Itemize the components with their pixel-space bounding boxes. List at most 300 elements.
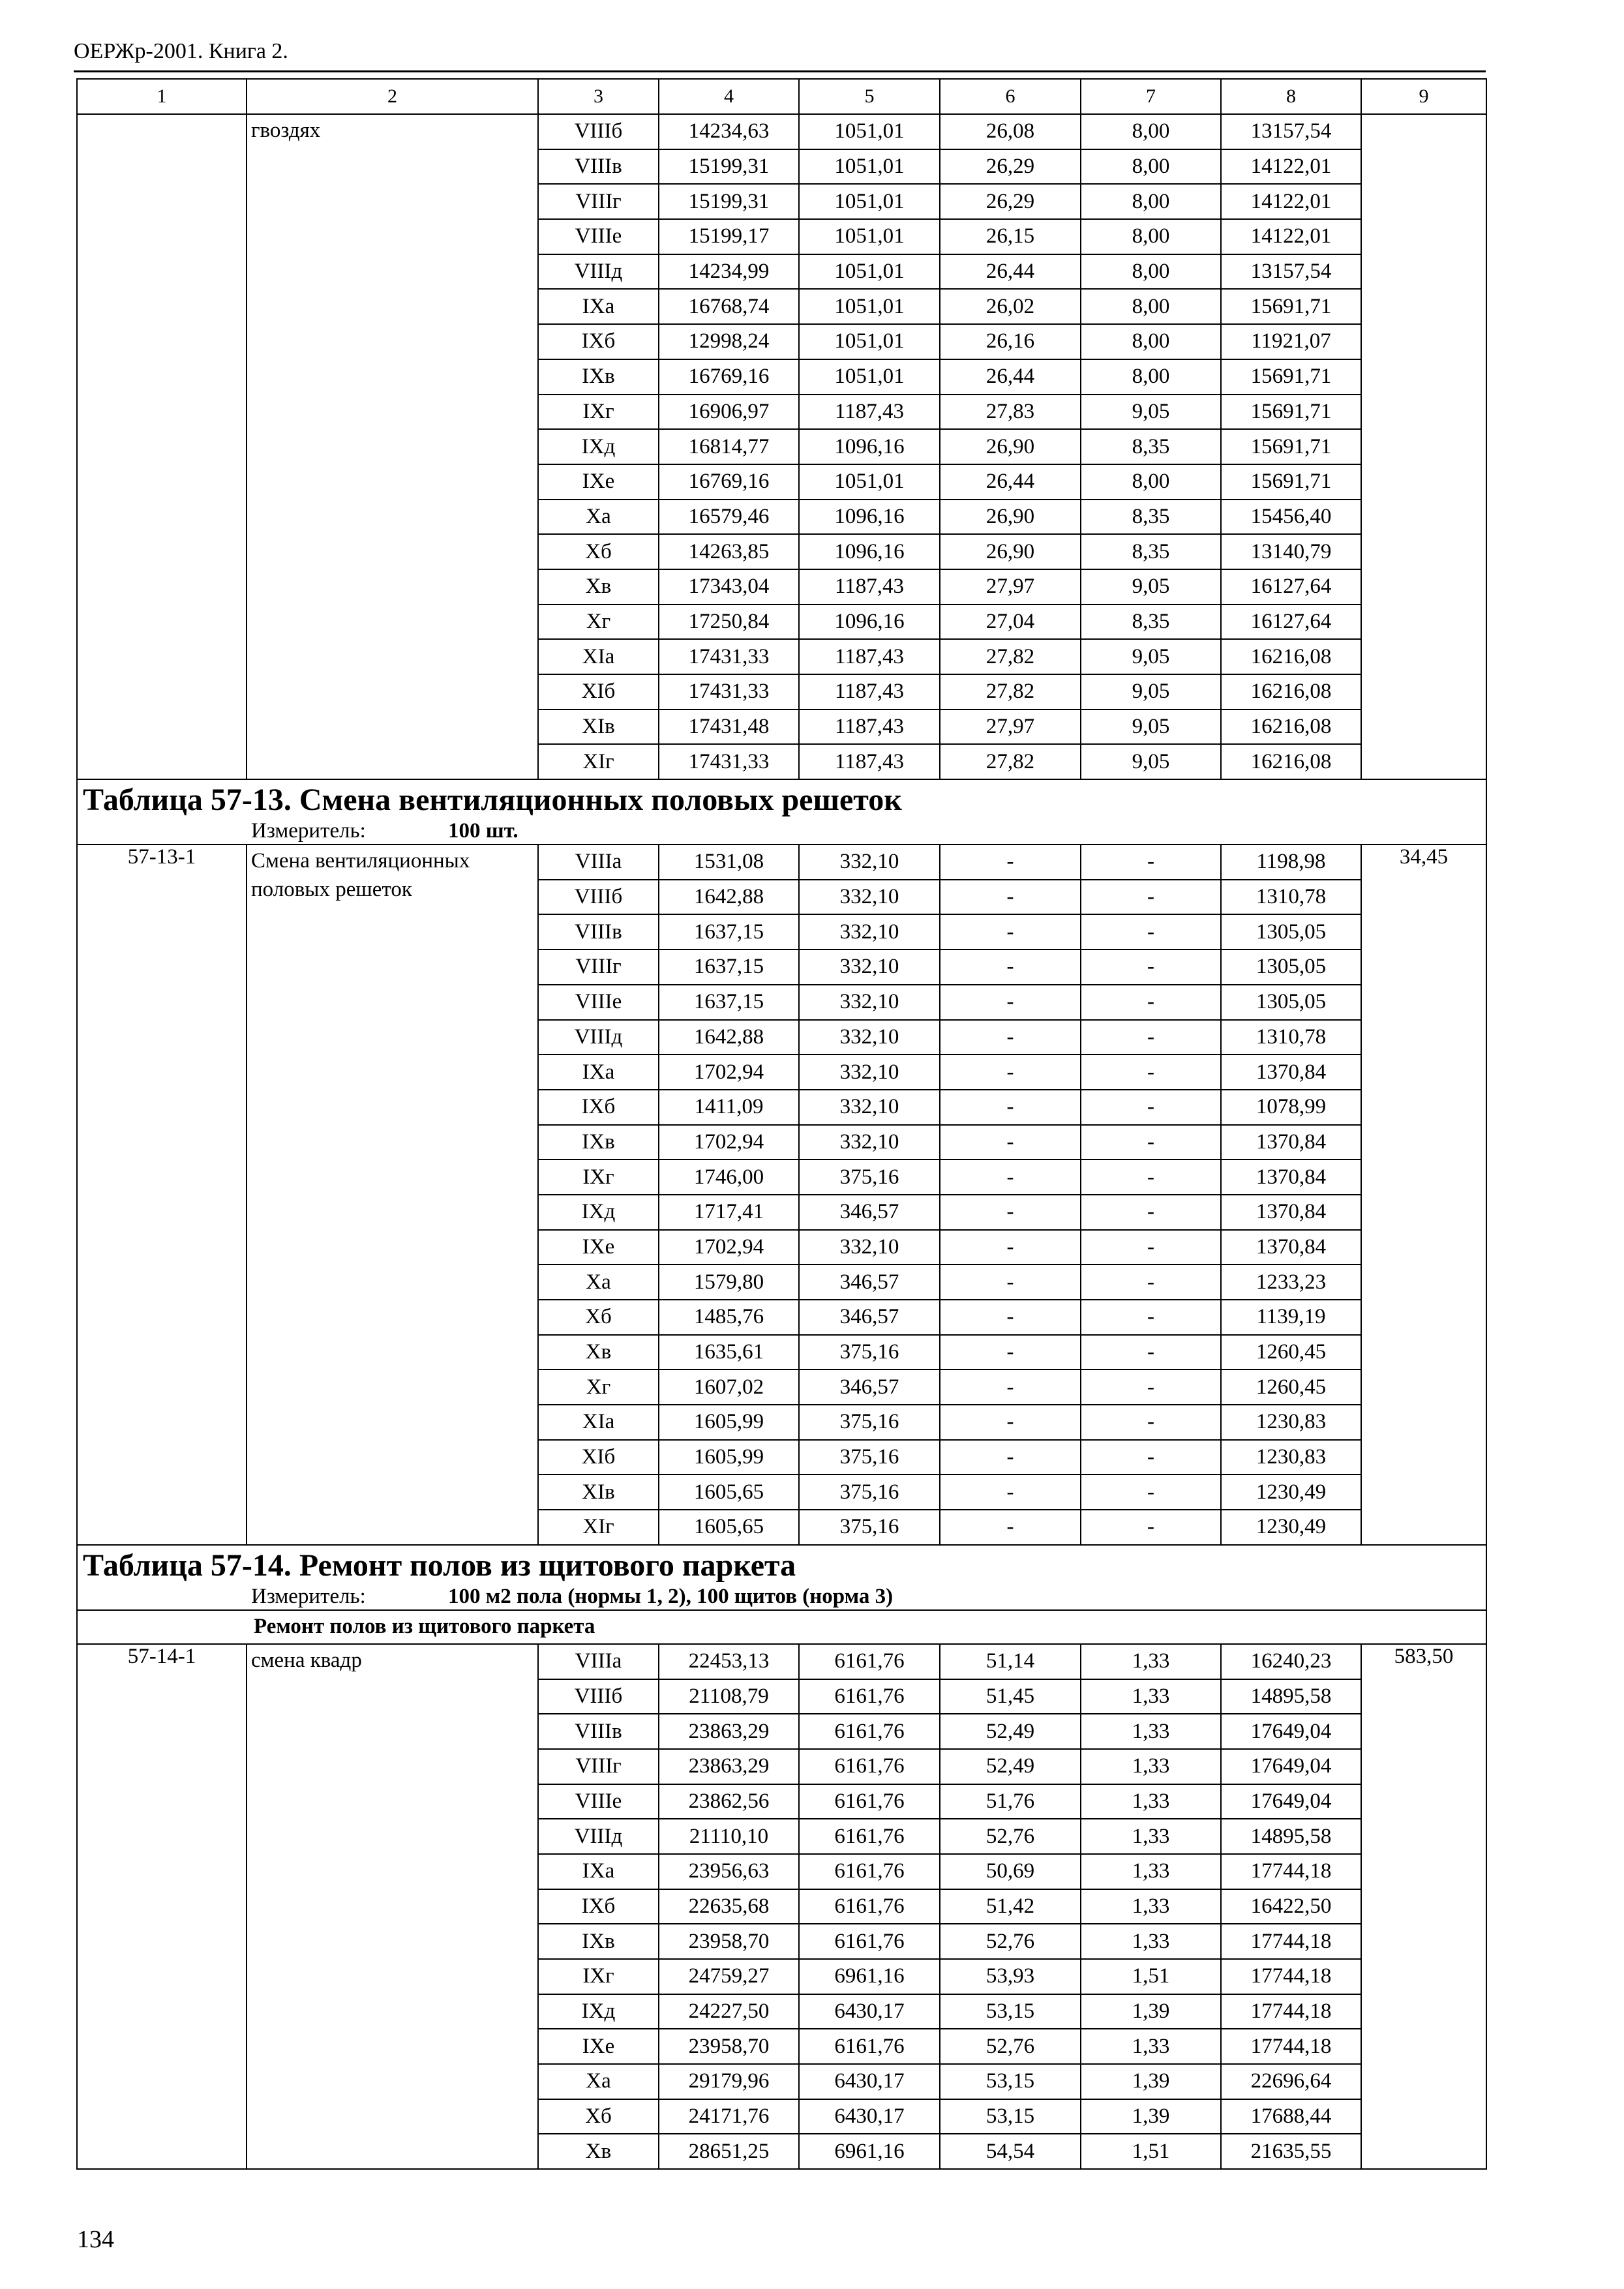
col-index: Xв: [538, 2134, 659, 2169]
col-materials: 14895,58: [1221, 1679, 1361, 1714]
col-index: IXе: [538, 1230, 659, 1265]
norm-code: 57-13-1: [77, 845, 247, 1545]
col-cost-total: 16768,74: [659, 289, 799, 324]
col-wages: 6161,76: [799, 1819, 940, 1854]
column-number: 6: [940, 79, 1081, 114]
col-drivers-wages: -: [1081, 845, 1221, 880]
col-wages: 332,10: [799, 1020, 940, 1055]
table-row: [77, 845, 1486, 880]
column-number: 4: [659, 79, 799, 114]
norm-name: Смена вентиляционных половых решеток: [247, 845, 538, 1545]
col-drivers-wages: 1,33: [1081, 1889, 1221, 1924]
col-index: IXа: [538, 289, 659, 324]
col-materials: 13157,54: [1221, 254, 1361, 290]
col-machines: -: [940, 985, 1081, 1020]
col-materials: 17744,18: [1221, 2029, 1361, 2064]
col-machines: -: [940, 1055, 1081, 1090]
col-machines: 53,93: [940, 1959, 1081, 1994]
col-cost-total: 1605,99: [659, 1405, 799, 1440]
col-index: VIIIв: [538, 914, 659, 950]
col-cost-total: 23862,56: [659, 1784, 799, 1819]
col-materials: 1370,84: [1221, 1055, 1361, 1090]
col-index: VIIIд: [538, 1020, 659, 1055]
col-wages: 375,16: [799, 1474, 940, 1510]
col-labor: 583,50: [1361, 1644, 1486, 2169]
col-machines: -: [940, 880, 1081, 915]
col-cost-total: 29179,96: [659, 2064, 799, 2099]
col-wages: 1187,43: [799, 569, 940, 605]
col-cost-total: 16769,16: [659, 359, 799, 395]
col-materials: 17688,44: [1221, 2099, 1361, 2134]
col-drivers-wages: -: [1081, 1020, 1221, 1055]
col-wages: 6430,17: [799, 2064, 940, 2099]
col-materials: 17744,18: [1221, 1854, 1361, 1889]
col-drivers-wages: 8,00: [1081, 289, 1221, 324]
col-index: IXе: [538, 2029, 659, 2064]
col-materials: 1260,45: [1221, 1369, 1361, 1405]
col-wages: 332,10: [799, 1125, 940, 1160]
col-machines: 52,49: [940, 1714, 1081, 1749]
col-cost-total: 1605,65: [659, 1510, 799, 1545]
col-cost-total: 16769,16: [659, 464, 799, 500]
col-drivers-wages: -: [1081, 985, 1221, 1020]
col-materials: 1370,84: [1221, 1230, 1361, 1265]
col-drivers-wages: -: [1081, 950, 1221, 985]
section-title: Таблица 57-13. Смена вентиляционных половых решеток: [83, 783, 902, 818]
col-machines: -: [940, 1125, 1081, 1160]
col-drivers-wages: 9,05: [1081, 395, 1221, 430]
col-materials: 15691,71: [1221, 289, 1361, 324]
col-cost-total: 1702,94: [659, 1230, 799, 1265]
col-index: VIIIе: [538, 1784, 659, 1819]
col-drivers-wages: 8,00: [1081, 114, 1221, 149]
col-index: IXг: [538, 1959, 659, 1994]
column-number: 8: [1221, 79, 1361, 114]
col-drivers-wages: -: [1081, 1369, 1221, 1405]
col-index: IXг: [538, 395, 659, 430]
col-machines: 26,29: [940, 149, 1081, 185]
col-cost-total: 1717,41: [659, 1195, 799, 1230]
section-header: [77, 1545, 1486, 1610]
col-materials: 16216,08: [1221, 710, 1361, 745]
col-wages: 1187,43: [799, 395, 940, 430]
col-index: XIг: [538, 1510, 659, 1545]
col-wages: 332,10: [799, 1055, 940, 1090]
col-drivers-wages: 9,05: [1081, 569, 1221, 605]
col-materials: 17744,18: [1221, 1924, 1361, 1959]
col-index: XIв: [538, 1474, 659, 1510]
col-machines: -: [940, 950, 1081, 985]
col-index: IXб: [538, 324, 659, 359]
col-drivers-wages: 8,35: [1081, 605, 1221, 640]
col-index: VIIIб: [538, 1679, 659, 1714]
col-materials: 15691,71: [1221, 395, 1361, 430]
col-machines: 27,82: [940, 674, 1081, 710]
col-materials: 22696,64: [1221, 2064, 1361, 2099]
col-index: IXд: [538, 429, 659, 464]
col-drivers-wages: -: [1081, 1264, 1221, 1300]
col-drivers-wages: -: [1081, 914, 1221, 950]
col-cost-total: 17431,33: [659, 744, 799, 779]
col-machines: -: [940, 1474, 1081, 1510]
col-cost-total: 1607,02: [659, 1369, 799, 1405]
col-index: IXа: [538, 1854, 659, 1889]
col-index: VIIIг: [538, 950, 659, 985]
col-materials: 21635,55: [1221, 2134, 1361, 2169]
col-wages: 1051,01: [799, 359, 940, 395]
col-materials: 14895,58: [1221, 1819, 1361, 1854]
col-drivers-wages: 8,35: [1081, 534, 1221, 569]
header-rule: [74, 70, 1486, 72]
col-materials: 1310,78: [1221, 880, 1361, 915]
col-drivers-wages: 1,33: [1081, 2029, 1221, 2064]
col-wages: 1096,16: [799, 500, 940, 535]
col-materials: 16240,23: [1221, 1644, 1361, 1679]
col-materials: 17744,18: [1221, 1959, 1361, 1994]
col-cost-total: 1579,80: [659, 1264, 799, 1300]
col-materials: 1305,05: [1221, 985, 1361, 1020]
col-machines: 27,83: [940, 395, 1081, 430]
col-wages: 6161,76: [799, 1784, 940, 1819]
col-cost-total: 1642,88: [659, 1020, 799, 1055]
col-index: IXа: [538, 1055, 659, 1090]
unit-label: Измеритель:: [251, 1584, 366, 1608]
col-materials: 14122,01: [1221, 184, 1361, 219]
col-materials: 1310,78: [1221, 1020, 1361, 1055]
unit-label: Измеритель:: [251, 819, 366, 843]
col-cost-total: 1485,76: [659, 1300, 799, 1335]
column-number: 5: [799, 79, 940, 114]
col-index: XIв: [538, 710, 659, 745]
col-cost-total: 14234,99: [659, 254, 799, 290]
col-index: VIIIд: [538, 254, 659, 290]
col-wages: 1187,43: [799, 744, 940, 779]
col-cost-total: 17431,48: [659, 710, 799, 745]
col-cost-total: 17343,04: [659, 569, 799, 605]
col-index: XIб: [538, 674, 659, 710]
col-machines: 26,44: [940, 359, 1081, 395]
col-machines: -: [940, 914, 1081, 950]
col-machines: 51,45: [940, 1679, 1081, 1714]
col-index: Xб: [538, 1300, 659, 1335]
col-wages: 6161,76: [799, 1749, 940, 1784]
col-drivers-wages: 9,05: [1081, 674, 1221, 710]
col-index: Xв: [538, 1335, 659, 1370]
col-wages: 1096,16: [799, 605, 940, 640]
col-index: Xв: [538, 569, 659, 605]
col-index: VIIIб: [538, 114, 659, 149]
col-drivers-wages: 1,33: [1081, 1644, 1221, 1679]
col-materials: 15691,71: [1221, 429, 1361, 464]
norm-name: смена квадр: [247, 1644, 538, 2169]
col-drivers-wages: 1,33: [1081, 1819, 1221, 1854]
col-cost-total: 1635,61: [659, 1335, 799, 1370]
col-drivers-wages: 8,00: [1081, 219, 1221, 254]
col-machines: -: [940, 1440, 1081, 1475]
col-wages: 332,10: [799, 1090, 940, 1125]
col-cost-total: 23956,63: [659, 1854, 799, 1889]
col-materials: 1139,19: [1221, 1300, 1361, 1335]
col-index: Xа: [538, 500, 659, 535]
col-materials: 1230,49: [1221, 1474, 1361, 1510]
col-materials: 17649,04: [1221, 1784, 1361, 1819]
col-machines: -: [940, 1335, 1081, 1370]
col-materials: 13140,79: [1221, 534, 1361, 569]
col-drivers-wages: -: [1081, 1405, 1221, 1440]
col-drivers-wages: 1,39: [1081, 1994, 1221, 2029]
col-index: IXв: [538, 1125, 659, 1160]
col-cost-total: 1642,88: [659, 880, 799, 915]
col-wages: 1187,43: [799, 710, 940, 745]
unit-line: [83, 818, 1481, 844]
col-wages: 332,10: [799, 845, 940, 880]
col-machines: 27,97: [940, 569, 1081, 605]
col-wages: 6161,76: [799, 1924, 940, 1959]
col-cost-total: 22453,13: [659, 1644, 799, 1679]
col-machines: 53,15: [940, 2064, 1081, 2099]
page-header: ОЕРЖр-2001. Книга 2.: [74, 39, 288, 63]
col-index: VIIIг: [538, 184, 659, 219]
col-drivers-wages: -: [1081, 1300, 1221, 1335]
col-cost-total: 22635,68: [659, 1889, 799, 1924]
col-machines: -: [940, 1090, 1081, 1125]
col-drivers-wages: -: [1081, 1440, 1221, 1475]
col-machines: -: [940, 1405, 1081, 1440]
col-wages: 1051,01: [799, 114, 940, 149]
col-machines: 26,15: [940, 219, 1081, 254]
col-index: VIIIа: [538, 1644, 659, 1679]
col-drivers-wages: -: [1081, 1090, 1221, 1125]
col-wages: 332,10: [799, 914, 940, 950]
col-drivers-wages: 8,00: [1081, 324, 1221, 359]
col-wages: 375,16: [799, 1335, 940, 1370]
col-materials: 16127,64: [1221, 605, 1361, 640]
col-materials: 17649,04: [1221, 1749, 1361, 1784]
col-cost-total: 1702,94: [659, 1055, 799, 1090]
col-materials: 15691,71: [1221, 464, 1361, 500]
col-drivers-wages: 9,05: [1081, 639, 1221, 674]
col-drivers-wages: -: [1081, 1335, 1221, 1370]
col-cost-total: 1637,15: [659, 985, 799, 1020]
col-wages: 1051,01: [799, 184, 940, 219]
col-drivers-wages: 8,35: [1081, 429, 1221, 464]
table-row: [77, 1644, 1486, 1679]
col-materials: 11921,07: [1221, 324, 1361, 359]
col-cost-total: 1637,15: [659, 914, 799, 950]
column-number: 1: [77, 79, 247, 114]
col-cost-total: 17250,84: [659, 605, 799, 640]
col-drivers-wages: 1,33: [1081, 1749, 1221, 1784]
col-materials: 17649,04: [1221, 1714, 1361, 1749]
col-index: IXв: [538, 1924, 659, 1959]
col-cost-total: 23958,70: [659, 1924, 799, 1959]
col-materials: 1078,99: [1221, 1090, 1361, 1125]
col-machines: 26,08: [940, 114, 1081, 149]
col-cost-total: 12998,24: [659, 324, 799, 359]
col-wages: 375,16: [799, 1405, 940, 1440]
col-index: IXг: [538, 1159, 659, 1195]
col-drivers-wages: 1,33: [1081, 1854, 1221, 1889]
col-machines: 51,14: [940, 1644, 1081, 1679]
col-drivers-wages: 1,33: [1081, 1784, 1221, 1819]
col-drivers-wages: 1,39: [1081, 2099, 1221, 2134]
col-cost-total: 24171,76: [659, 2099, 799, 2134]
col-materials: 14122,01: [1221, 219, 1361, 254]
col-drivers-wages: 8,35: [1081, 500, 1221, 535]
col-labor: 34,45: [1361, 845, 1486, 1545]
col-index: Xа: [538, 1264, 659, 1300]
col-machines: -: [940, 1020, 1081, 1055]
col-index: IXб: [538, 1889, 659, 1924]
col-wages: 6161,76: [799, 1644, 940, 1679]
page-number: 134: [77, 2226, 114, 2253]
col-wages: 1051,01: [799, 254, 940, 290]
col-materials: 1305,05: [1221, 914, 1361, 950]
col-wages: 375,16: [799, 1510, 940, 1545]
col-wages: 6161,76: [799, 1854, 940, 1889]
col-drivers-wages: 8,00: [1081, 464, 1221, 500]
col-materials: 1230,49: [1221, 1510, 1361, 1545]
col-cost-total: 1531,08: [659, 845, 799, 880]
col-index: IXе: [538, 464, 659, 500]
col-machines: -: [940, 1510, 1081, 1545]
col-machines: 26,02: [940, 289, 1081, 324]
col-machines: 26,29: [940, 184, 1081, 219]
col-machines: 26,90: [940, 534, 1081, 569]
col-wages: 332,10: [799, 985, 940, 1020]
col-index: IXб: [538, 1090, 659, 1125]
col-drivers-wages: 1,33: [1081, 1714, 1221, 1749]
col-materials: 17744,18: [1221, 1994, 1361, 2029]
col-wages: 332,10: [799, 1230, 940, 1265]
col-index: VIIIе: [538, 985, 659, 1020]
col-materials: 15456,40: [1221, 500, 1361, 535]
col-drivers-wages: 1,51: [1081, 1959, 1221, 1994]
col-materials: 1230,83: [1221, 1405, 1361, 1440]
col-cost-total: 24227,50: [659, 1994, 799, 2029]
col-index: Xб: [538, 534, 659, 569]
col-index: VIIIб: [538, 880, 659, 915]
norm-code: 57-14-1: [77, 1644, 247, 2169]
col-drivers-wages: -: [1081, 1195, 1221, 1230]
section-header-row: [77, 1545, 1486, 1610]
col-materials: 16216,08: [1221, 674, 1361, 710]
col-index: Xг: [538, 605, 659, 640]
col-materials: 1370,84: [1221, 1195, 1361, 1230]
col-cost-total: 15199,31: [659, 149, 799, 185]
col-cost-total: 17431,33: [659, 639, 799, 674]
section-header: [77, 779, 1486, 845]
col-wages: 332,10: [799, 880, 940, 915]
col-cost-total: 16579,46: [659, 500, 799, 535]
col-index: VIIIв: [538, 149, 659, 185]
col-cost-total: 1605,65: [659, 1474, 799, 1510]
col-cost-total: 1605,99: [659, 1440, 799, 1475]
col-index: VIIIв: [538, 1714, 659, 1749]
col-materials: 13157,54: [1221, 114, 1361, 149]
col-drivers-wages: 8,00: [1081, 254, 1221, 290]
col-index: IXд: [538, 1195, 659, 1230]
column-number: 2: [247, 79, 538, 114]
col-drivers-wages: 8,00: [1081, 359, 1221, 395]
col-cost-total: 1702,94: [659, 1125, 799, 1160]
col-machines: 26,16: [940, 324, 1081, 359]
col-wages: 1051,01: [799, 464, 940, 500]
col-wages: 6161,76: [799, 1714, 940, 1749]
subheading-row: [77, 1610, 1486, 1644]
col-wages: 6961,16: [799, 2134, 940, 2169]
norm-code: [77, 114, 247, 779]
col-wages: 6161,76: [799, 2029, 940, 2064]
col-machines: -: [940, 1230, 1081, 1265]
col-drivers-wages: -: [1081, 1125, 1221, 1160]
col-materials: 14122,01: [1221, 149, 1361, 185]
col-index: Xг: [538, 1369, 659, 1405]
col-cost-total: 23863,29: [659, 1714, 799, 1749]
col-materials: 1233,23: [1221, 1264, 1361, 1300]
col-cost-total: 16814,77: [659, 429, 799, 464]
col-labor: [1361, 114, 1486, 779]
col-machines: 27,82: [940, 744, 1081, 779]
col-cost-total: 24759,27: [659, 1959, 799, 1994]
column-number: 3: [538, 79, 659, 114]
col-machines: 52,76: [940, 2029, 1081, 2064]
subheading: Ремонт полов из щитового паркета: [77, 1610, 1486, 1644]
rates-table: [76, 78, 1487, 2170]
table-body: [77, 79, 1486, 2169]
col-drivers-wages: -: [1081, 1474, 1221, 1510]
unit-value: 100 м2 пола (нормы 1, 2), 100 щитов (норма 3): [448, 1584, 894, 1608]
col-drivers-wages: 8,00: [1081, 184, 1221, 219]
col-machines: 26,90: [940, 429, 1081, 464]
col-wages: 375,16: [799, 1159, 940, 1195]
col-index: XIа: [538, 1405, 659, 1440]
col-index: VIIIг: [538, 1749, 659, 1784]
col-drivers-wages: -: [1081, 1510, 1221, 1545]
col-wages: 6161,76: [799, 1679, 940, 1714]
col-index: VIIIд: [538, 1819, 659, 1854]
col-machines: -: [940, 1300, 1081, 1335]
col-machines: 53,15: [940, 1994, 1081, 2029]
col-materials: 1370,84: [1221, 1159, 1361, 1195]
col-cost-total: 16906,97: [659, 395, 799, 430]
unit-line: [83, 1583, 1481, 1609]
col-materials: 15691,71: [1221, 359, 1361, 395]
column-number: 9: [1361, 79, 1486, 114]
column-number-row: [77, 79, 1486, 114]
section-title: Таблица 57-14. Ремонт полов из щитового паркета: [83, 1548, 796, 1583]
col-cost-total: 14234,63: [659, 114, 799, 149]
col-wages: 1051,01: [799, 324, 940, 359]
col-wages: 375,16: [799, 1440, 940, 1475]
col-wages: 346,57: [799, 1195, 940, 1230]
col-machines: 52,76: [940, 1819, 1081, 1854]
col-wages: 1051,01: [799, 289, 940, 324]
col-index: VIIIа: [538, 845, 659, 880]
col-drivers-wages: 1,33: [1081, 1679, 1221, 1714]
col-machines: 27,04: [940, 605, 1081, 640]
col-cost-total: 28651,25: [659, 2134, 799, 2169]
col-wages: 1096,16: [799, 534, 940, 569]
col-cost-total: 21110,10: [659, 1819, 799, 1854]
col-index: IXв: [538, 359, 659, 395]
col-machines: 50,69: [940, 1854, 1081, 1889]
col-drivers-wages: -: [1081, 1055, 1221, 1090]
col-materials: 1198,98: [1221, 845, 1361, 880]
section-header-row: [77, 779, 1486, 845]
col-machines: -: [940, 1159, 1081, 1195]
col-index: Xа: [538, 2064, 659, 2099]
